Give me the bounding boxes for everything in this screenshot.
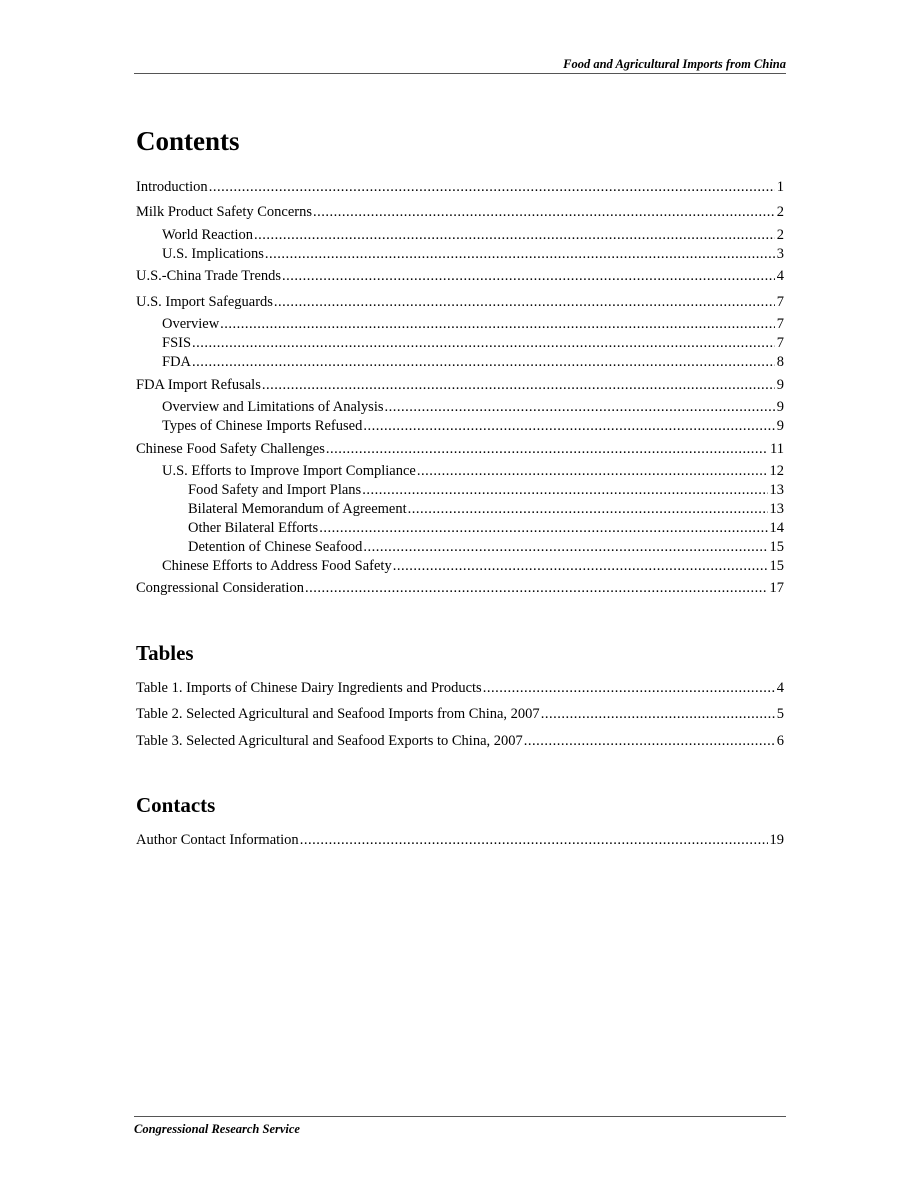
toc-entry-page: 9	[776, 399, 784, 415]
toc-entry-label: Other Bilateral Efforts	[188, 520, 319, 536]
contents-heading: Contents	[136, 126, 240, 156]
dot-leader	[483, 679, 775, 697]
toc-entry-page: 3	[776, 246, 784, 262]
toc-entry-page: 12	[769, 463, 784, 479]
table-list-entry[interactable]	[136, 705, 784, 723]
toc-entry-label: U.S. Implications	[162, 246, 264, 262]
toc-entry-page: 13	[769, 501, 784, 517]
dot-leader	[363, 538, 767, 556]
dot-leader	[300, 831, 768, 849]
toc-entry[interactable]	[162, 353, 784, 371]
dot-leader	[265, 245, 775, 263]
toc-entry-page: 8	[776, 354, 784, 370]
toc-entry-page: 4	[776, 268, 784, 284]
table-list-entry[interactable]	[136, 679, 784, 697]
toc-entry-page: 11	[770, 441, 784, 457]
toc-entry-label: World Reaction	[162, 227, 254, 243]
toc-entry[interactable]	[136, 440, 784, 458]
toc-entry-label: Congressional Consideration	[136, 580, 304, 596]
toc-entry-page: 15	[769, 539, 784, 555]
dot-leader	[362, 481, 767, 499]
table-list-entry[interactable]	[136, 732, 784, 750]
toc-entry-page: 7	[776, 294, 784, 310]
toc-entry[interactable]	[136, 376, 784, 394]
toc-entry-label: FDA	[162, 354, 192, 370]
toc-entry-label: Detention of Chinese Seafood	[188, 539, 363, 555]
toc-entry-page: 15	[769, 558, 784, 574]
tables-heading: Tables	[136, 641, 194, 665]
toc-entry[interactable]	[136, 178, 784, 196]
toc-entry[interactable]	[162, 462, 784, 480]
dot-leader	[274, 293, 775, 311]
dot-leader	[313, 203, 775, 221]
table-entry-label: Table 2. Selected Agricultural and Seafood Imports from China, 2007	[136, 706, 540, 722]
running-footer: Congressional Research Service	[134, 1116, 786, 1137]
contact-list-entry[interactable]	[136, 831, 784, 849]
toc-entry-page: 9	[776, 377, 784, 393]
toc-entry-label: U.S. Efforts to Improve Import Compliance	[162, 463, 416, 479]
toc-entry[interactable]	[162, 226, 784, 244]
dot-leader	[393, 557, 768, 575]
toc-entry-page: 2	[776, 204, 784, 220]
table-entry-page: 4	[776, 680, 784, 696]
toc-entry-label: Bilateral Memorandum of Agreement	[188, 501, 407, 517]
dot-leader	[319, 519, 767, 537]
toc-entry[interactable]	[162, 557, 784, 575]
toc-entry[interactable]	[188, 500, 784, 518]
toc-entry[interactable]	[136, 579, 784, 597]
dot-leader	[192, 353, 775, 371]
toc-entry-page: 7	[776, 335, 784, 351]
table-entry-page: 6	[776, 733, 784, 749]
toc-entry[interactable]	[162, 245, 784, 263]
toc-entry-page: 2	[776, 227, 784, 243]
toc-entry-page: 7	[776, 316, 784, 332]
toc-entry-label: Overview and Limitations of Analysis	[162, 399, 384, 415]
toc-entry[interactable]	[162, 334, 784, 352]
toc-entry[interactable]	[136, 203, 784, 221]
dot-leader	[192, 334, 775, 352]
toc-entry-page: 14	[769, 520, 784, 536]
table-entry-label: Table 3. Selected Agricultural and Seafood Exports to China, 2007	[136, 733, 523, 749]
toc-entry-label: Overview	[162, 316, 220, 332]
table-entry-page: 5	[776, 706, 784, 722]
dot-leader	[282, 267, 775, 285]
toc-entry-page: 17	[769, 580, 784, 596]
toc-entry[interactable]	[188, 481, 784, 499]
dot-leader	[262, 376, 775, 394]
toc-entry[interactable]	[162, 315, 784, 333]
toc-entry-label: Milk Product Safety Concerns	[136, 204, 312, 220]
contact-entry-label: Author Contact Information	[136, 832, 299, 848]
toc-entry-label: Chinese Food Safety Challenges	[136, 441, 325, 457]
toc-entry[interactable]	[162, 417, 784, 435]
toc-entry-label: Chinese Efforts to Address Food Safety	[162, 558, 392, 574]
dot-leader	[209, 178, 775, 196]
toc-entry-page: 1	[776, 179, 784, 195]
toc-entry[interactable]	[188, 538, 784, 556]
toc-entry-label: Types of Chinese Imports Refused	[162, 418, 363, 434]
toc-entry-page: 13	[769, 482, 784, 498]
contacts-heading: Contacts	[136, 793, 216, 817]
toc-entry-label: U.S. Import Safeguards	[136, 294, 273, 310]
dot-leader	[254, 226, 775, 244]
contact-entry-page: 19	[769, 832, 784, 848]
dot-leader	[220, 315, 775, 333]
toc-entry-label: FSIS	[162, 335, 192, 351]
dot-leader	[417, 462, 768, 480]
toc-entry[interactable]	[136, 293, 784, 311]
table-entry-label: Table 1. Imports of Chinese Dairy Ingredients and Products	[136, 680, 482, 696]
dot-leader	[363, 417, 774, 435]
dot-leader	[524, 732, 775, 750]
toc-entry-label: U.S.-China Trade Trends	[136, 268, 282, 284]
toc-entry[interactable]	[188, 519, 784, 537]
toc-entry[interactable]	[136, 267, 784, 285]
toc-entry-label: Introduction	[136, 179, 208, 195]
running-header: Food and Agricultural Imports from China	[134, 57, 786, 74]
dot-leader	[305, 579, 768, 597]
toc-entry[interactable]	[162, 398, 784, 416]
toc-entry-label: FDA Import Refusals	[136, 377, 261, 393]
toc-entry-page: 9	[776, 418, 784, 434]
dot-leader	[408, 500, 768, 518]
dot-leader	[541, 705, 775, 723]
toc-entry-label: Food Safety and Import Plans	[188, 482, 362, 498]
dot-leader	[385, 398, 775, 416]
dot-leader	[326, 440, 768, 458]
